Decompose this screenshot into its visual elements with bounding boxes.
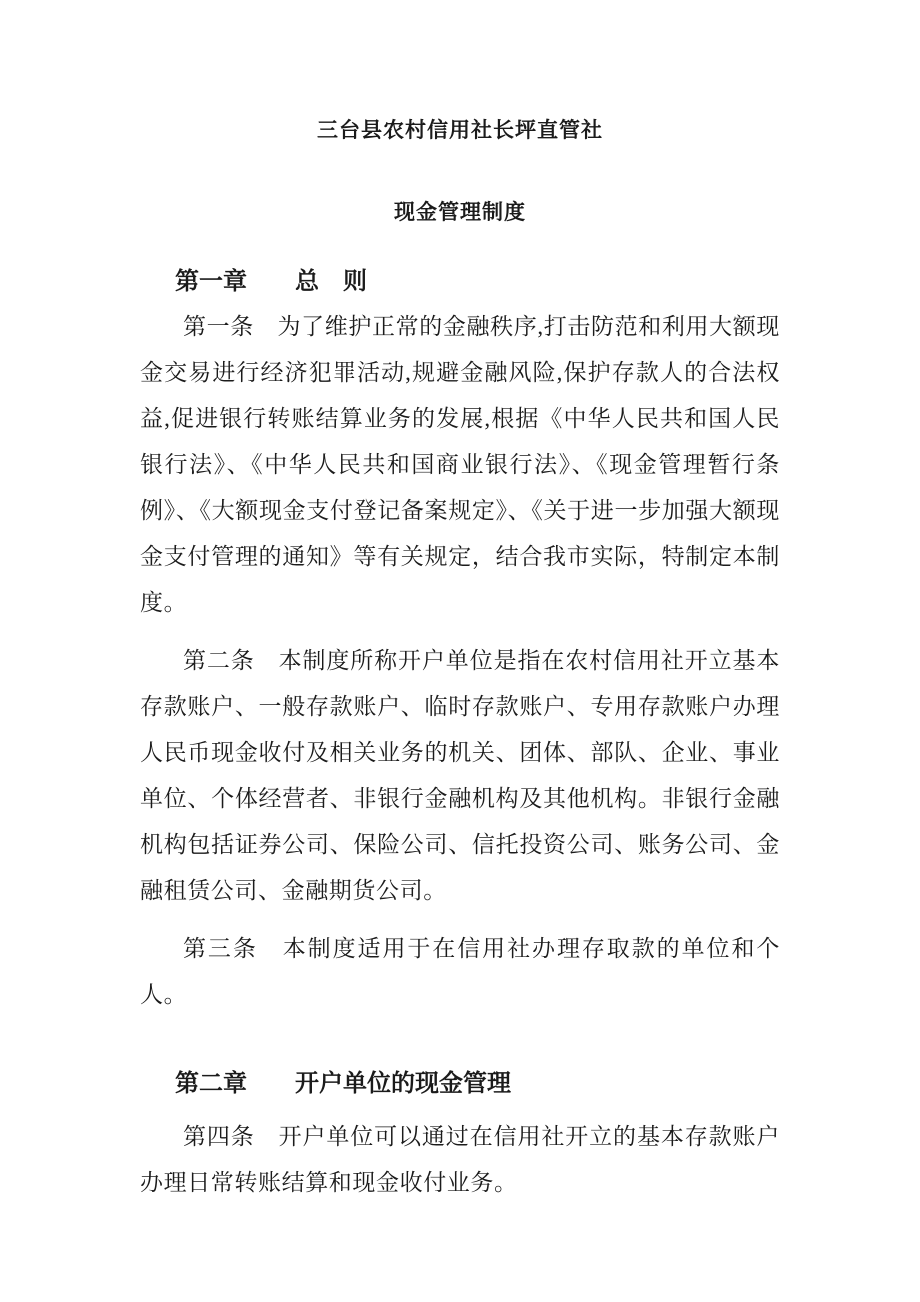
document-body [140,266,780,1206]
paragraph-article-2: 第二条 本制度所称开户单位是指在农村信用社开立基本存款账户、一般存款账户、临时存款账户、专用存款账户办理人民币现金收付及相关业务的机关、团体、部队、企业、事业单位、个体经营者、非银行金融机构及其他机构。非银行金融机构包括证券公司、保险公司、信托投资公司、账务公司、金融租赁公司、金融期货公司。 [140,648,780,903]
chapter-1-heading: 第一章 总 则 [175,268,367,295]
chapter-2-heading: 第二章 开户单位的现金管理 [175,1070,511,1097]
document-subtitle: 现金管理制度 [394,201,526,224]
document-title: 三台县农村信用社长坪直管社 [317,119,603,142]
paragraph-article-3: 第三条 本制度适用于在信用社办理存取款的单位和个人。 [140,936,780,1007]
paragraph-article-1: 第一条 为了维护正常的金融秩序,打击防范和利用大额现金交易进行经济犯罪活动,规避金融风险,保护存款人的合法权益,促进银行转账结算业务的发展,根据《中华人民共和国人民银行法》、《中华人民共和国商业银行法》、《现金管理暂行条例》、《大额现金支付登记备案规定》、《关于进一步加强大额现金支付管理的通知》等有关规定，结合我市实际，特制定本制度。 [140,314,780,615]
paragraph-article-4: 第四条 开户单位可以通过在信用社开立的基本存款账户办理日常转账结算和现金收付业务。 [140,1124,780,1195]
